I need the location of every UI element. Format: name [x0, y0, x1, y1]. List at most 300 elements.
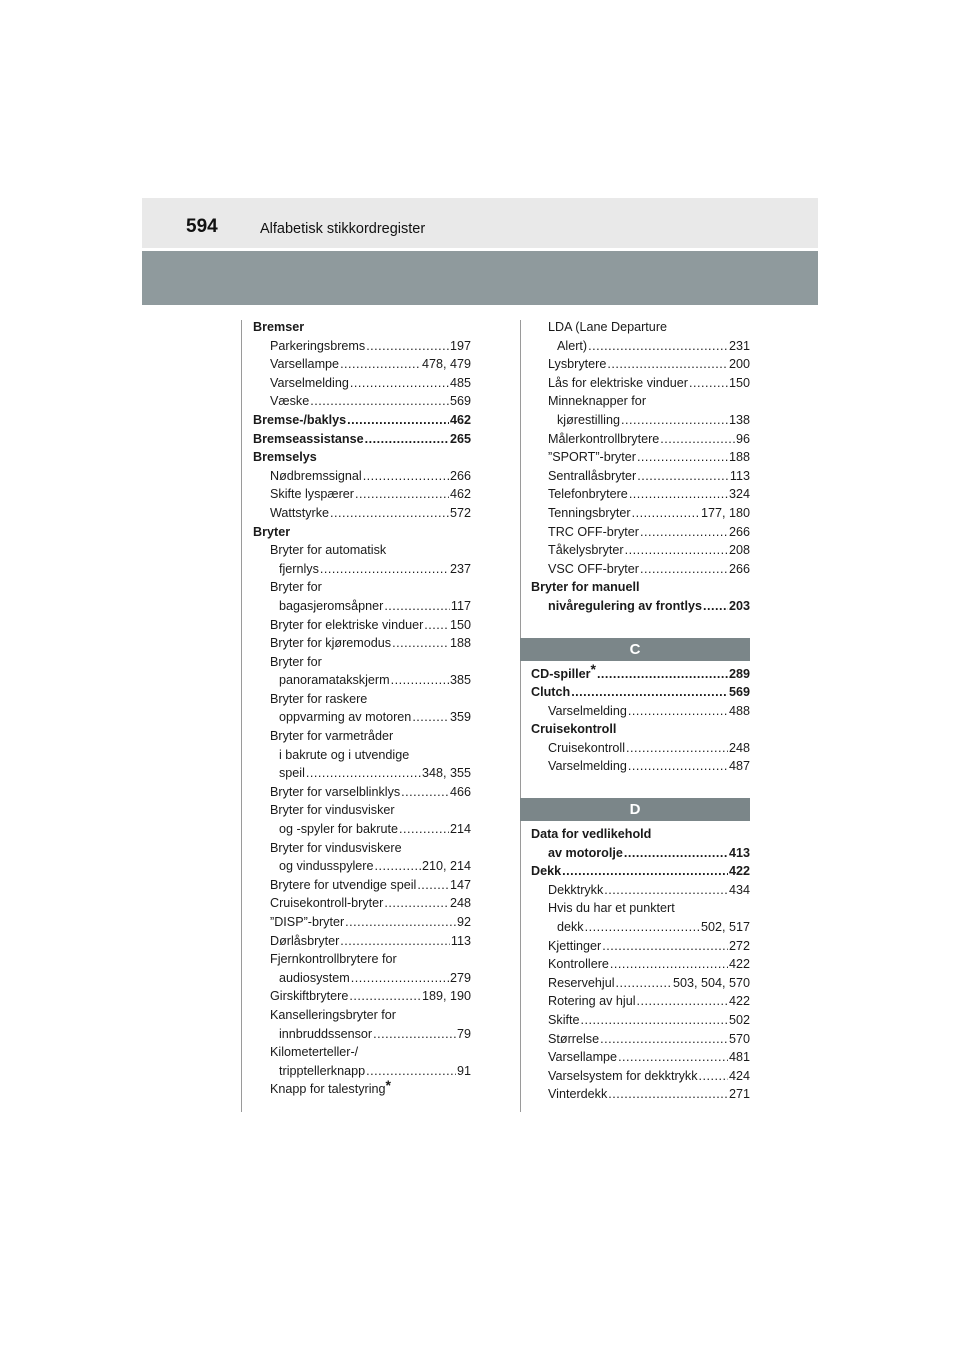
dot-leader	[384, 597, 450, 616]
entry-label-text: Bryter for varselblinklys	[270, 784, 401, 799]
index-entry	[531, 337, 750, 356]
dot-leader	[621, 411, 728, 430]
entry-label	[270, 894, 383, 913]
entry-label-text: oppvarming av motoren	[279, 710, 412, 725]
index-subheading	[253, 839, 471, 858]
entry-label	[270, 634, 391, 653]
index-entry	[531, 862, 750, 881]
dot-leader	[384, 894, 449, 913]
entry-page-number: 502, 517	[700, 920, 750, 935]
entry-label-text: og -spyler for bakrute	[279, 822, 398, 837]
index-subheading	[531, 899, 750, 918]
entry-label	[253, 411, 346, 430]
entry-label	[270, 337, 365, 356]
entry-label-text: Reservehjul	[548, 975, 615, 990]
dot-leader	[629, 485, 728, 504]
entry-label	[557, 918, 584, 937]
index-entry	[253, 857, 471, 876]
dot-leader	[330, 504, 449, 523]
entry-page-number: 348, 355	[421, 766, 471, 781]
index-text: Bryter for automatisk	[270, 543, 387, 558]
entry-label	[270, 783, 400, 802]
dot-leader	[412, 708, 449, 727]
entry-label-text: Varselsystem for dekktrykk	[548, 1068, 698, 1083]
index-text: Bryter for vindusvisker	[270, 803, 395, 818]
entry-label-text: Cruisekontroll-bryter	[270, 896, 384, 911]
index-entry	[531, 1030, 750, 1049]
entry-page-number: 503, 504, 570	[672, 975, 750, 990]
index-entry	[531, 411, 750, 430]
index-entry	[253, 597, 471, 616]
entry-page-number: 487	[728, 759, 750, 774]
index-entry	[531, 1011, 750, 1030]
footnote-star: *	[590, 661, 596, 678]
page-number: 594	[186, 216, 218, 237]
entry-label-text: Vinterdekk	[548, 1087, 608, 1102]
entry-page-number: 266	[728, 561, 750, 576]
entry-label	[548, 430, 659, 449]
index-subheading	[253, 746, 471, 765]
index-subheading	[253, 1077, 471, 1099]
entry-page-number: 422	[728, 864, 750, 879]
entry-label-text: Brytere for utvendige speil	[270, 877, 417, 892]
entry-label-text: av motorolje	[548, 845, 623, 860]
dot-leader	[365, 430, 449, 449]
entry-label	[548, 485, 628, 504]
index-entry	[531, 955, 750, 974]
entry-page-number: 150	[449, 617, 471, 632]
dot-leader	[392, 634, 449, 653]
index-entry	[253, 1062, 471, 1081]
index-subheading	[253, 578, 471, 597]
entry-page-number: 462	[449, 487, 471, 502]
dot-leader	[306, 764, 421, 783]
index-entry	[531, 844, 750, 863]
dot-leader	[581, 1011, 728, 1030]
dot-leader	[310, 392, 449, 411]
entry-label-text: VSC OFF-bryter	[548, 561, 639, 576]
entry-label-text: Lås for elektriske vinduer	[548, 375, 688, 390]
entry-page-number: 138	[728, 412, 750, 427]
entry-label	[548, 992, 636, 1011]
index-entry	[253, 430, 471, 449]
index-entry	[253, 932, 471, 951]
entry-label	[548, 448, 636, 467]
entry-label-text: Størrelse	[548, 1031, 600, 1046]
entry-label-text: ”SPORT”-bryter	[548, 450, 636, 465]
entry-label	[279, 969, 350, 988]
entry-label	[270, 467, 362, 486]
index-entry	[253, 987, 471, 1006]
entry-label-text: Bryter for kjøremodus	[270, 636, 392, 651]
dot-leader	[417, 876, 449, 895]
entry-label	[548, 541, 624, 560]
entry-label	[279, 1062, 365, 1081]
dot-leader	[349, 987, 421, 1006]
entry-label-text: Varselmelding	[270, 375, 349, 390]
index-subheading	[253, 950, 471, 969]
entry-label-text: dekk	[557, 920, 584, 935]
dot-leader	[699, 1067, 728, 1086]
entry-label-text: Sentrallåsbryter	[548, 468, 637, 483]
entry-page-number: 231	[728, 338, 750, 353]
dot-leader	[660, 430, 735, 449]
dot-leader	[399, 820, 449, 839]
dot-leader	[689, 374, 728, 393]
dot-leader	[625, 541, 728, 560]
dot-leader	[366, 1062, 456, 1081]
entry-page-number: 413	[728, 845, 750, 860]
entry-label-text: Varsellampe	[548, 1050, 618, 1065]
entry-page-number: 208	[728, 543, 750, 558]
dot-leader	[363, 467, 449, 486]
entry-label	[548, 955, 609, 974]
dot-leader	[610, 955, 728, 974]
entry-label	[270, 876, 416, 895]
index-entry	[253, 820, 471, 839]
index-entry	[531, 560, 750, 579]
index-subheading	[253, 653, 471, 672]
entry-page-number: 478, 479	[421, 357, 471, 372]
entry-page-number: 502	[728, 1013, 750, 1027]
entry-page-number: 189, 190	[421, 989, 471, 1004]
dot-leader	[424, 616, 449, 635]
index-entry	[531, 541, 750, 560]
index-entry	[531, 683, 750, 702]
entry-page-number: 422	[728, 957, 750, 972]
index-entry	[531, 1085, 750, 1104]
dot-leader	[588, 337, 728, 356]
entry-page-number: 289	[728, 666, 750, 681]
entry-label	[279, 857, 374, 876]
entry-label-text: nivåregulering av frontlys	[548, 598, 702, 613]
index-entry	[253, 783, 471, 802]
index-column-right	[531, 318, 750, 1104]
dot-leader	[347, 411, 449, 430]
index-text: Bryter for	[270, 654, 322, 669]
entry-label	[548, 523, 639, 542]
dot-leader	[340, 355, 421, 374]
entry-label	[279, 820, 398, 839]
entry-page-number: 272	[728, 938, 750, 953]
column-divider-left	[241, 320, 242, 1112]
index-heading: Bremselys	[253, 450, 317, 465]
entry-label-text: Tenningsbryter	[548, 505, 631, 520]
entry-label-text: Dekktrykk	[548, 882, 604, 897]
entry-label-text: Alert)	[557, 338, 588, 353]
index-text: Bryter for vindusviskere	[270, 840, 402, 855]
entry-page-number: 385	[449, 673, 471, 688]
entry-label	[548, 1067, 698, 1086]
entry-page-number: 422	[728, 994, 750, 1009]
index-subheading	[253, 690, 471, 709]
entry-label	[279, 764, 305, 783]
entry-label-text: Wattstyrke	[270, 505, 330, 520]
index-entry	[531, 937, 750, 956]
entry-label-text: Girskiftbrytere	[270, 989, 349, 1004]
index-subheading	[253, 801, 471, 820]
entry-page-number: 147	[449, 877, 471, 892]
dot-leader	[366, 337, 449, 356]
entry-label-text: panoramatakskjerm	[279, 673, 390, 688]
entry-label	[548, 1048, 617, 1067]
entry-page-number: 197	[449, 338, 471, 353]
dot-leader	[703, 597, 728, 616]
index-entry	[531, 702, 750, 721]
entry-page-number: 200	[728, 357, 750, 372]
entry-page-number: 570	[728, 1031, 750, 1046]
index-entry	[531, 992, 750, 1011]
entry-label	[557, 337, 587, 356]
index-entry	[531, 485, 750, 504]
header-top-bar	[142, 198, 818, 248]
entry-label-text: tripptellerknapp	[279, 1063, 366, 1078]
entry-label	[279, 1025, 372, 1044]
dot-leader	[626, 739, 728, 758]
dot-leader	[585, 918, 700, 937]
entry-label-text: Parkeringsbrems	[270, 338, 366, 353]
index-entry	[253, 634, 471, 653]
entry-label	[548, 702, 627, 721]
entry-label-text: speil	[279, 766, 305, 781]
entry-label	[270, 913, 344, 932]
entry-page-number: 113	[450, 933, 471, 948]
entry-label-text: Clutch	[531, 685, 571, 700]
entry-label	[279, 708, 411, 727]
entry-label-text: bagasjeromsåpner	[279, 598, 384, 613]
entry-label	[548, 1085, 607, 1104]
entry-page-number: 266	[449, 468, 471, 483]
index-subheading	[253, 1006, 471, 1025]
index-entry	[531, 918, 750, 937]
index-entry	[253, 969, 471, 988]
dot-leader	[607, 355, 728, 374]
entry-label	[548, 739, 625, 758]
entry-label-text: innbruddssensor	[279, 1026, 373, 1041]
page-title: Alfabetisk stikkordregister	[260, 221, 426, 237]
entry-page-number: 96	[735, 431, 750, 446]
dot-leader	[640, 560, 728, 579]
entry-page-number: 237	[449, 561, 471, 576]
entry-label-text: Skifte lyspærer	[270, 487, 354, 502]
entry-label-text: Kjettinger	[548, 938, 602, 953]
index-entry	[531, 1048, 750, 1067]
entry-label-text: Dekk	[531, 864, 562, 879]
index-text: Hvis du har et punktert	[548, 901, 675, 916]
dot-leader	[600, 1030, 728, 1049]
index-subheading	[531, 392, 750, 411]
dot-leader	[375, 857, 421, 876]
entry-label	[548, 1011, 580, 1030]
dot-leader	[640, 523, 728, 542]
entry-page-number: 79	[456, 1026, 471, 1041]
entry-page-number: 210, 214	[421, 859, 471, 874]
section-letter-bar: C	[520, 638, 750, 661]
entry-page-number: 188	[449, 636, 471, 651]
entry-label-text: Lysbrytere	[548, 357, 607, 372]
entry-page-number: 91	[456, 1063, 471, 1078]
dot-leader	[637, 448, 728, 467]
entry-label	[270, 932, 339, 951]
index-entry	[253, 504, 471, 523]
entry-page-number: 266	[728, 524, 750, 539]
dot-leader	[401, 783, 449, 802]
dot-leader	[604, 881, 728, 900]
entry-label	[548, 1030, 599, 1049]
entry-page-number: 462	[449, 412, 471, 427]
index-column-left	[253, 318, 471, 1099]
index-text: Kanselleringsbryter for	[270, 1007, 396, 1022]
index-entry	[253, 485, 471, 504]
footnote-star: *	[385, 1077, 391, 1094]
index-subheading	[253, 541, 471, 560]
dot-leader	[345, 913, 456, 932]
index-entry	[253, 1025, 471, 1044]
entry-label	[270, 392, 309, 411]
index-entry	[253, 708, 471, 727]
entry-page-number: 265	[449, 431, 471, 446]
entry-page-number: 177, 180	[700, 505, 750, 520]
header-band	[142, 251, 818, 305]
entry-page-number: 359	[449, 710, 471, 725]
entry-label	[531, 683, 570, 702]
entry-page-number: 466	[449, 784, 471, 799]
entry-label	[253, 430, 364, 449]
index-entry	[253, 467, 471, 486]
entry-label	[270, 504, 329, 523]
entry-label	[548, 355, 606, 374]
index-heading: Bremser	[253, 320, 305, 334]
entry-label-text: TRC OFF-bryter	[548, 524, 639, 539]
entry-label	[531, 661, 596, 684]
entry-label-text: Varselmelding	[548, 703, 627, 718]
entry-label-text: audiosystem	[279, 970, 350, 985]
entry-label	[270, 355, 339, 374]
dot-leader	[340, 932, 450, 951]
index-text: Bryter for	[270, 580, 322, 595]
entry-page-number: 150	[728, 375, 750, 390]
index-entry	[253, 411, 471, 430]
entry-label-text: ”DISP”-bryter	[270, 915, 345, 929]
dot-leader	[632, 504, 700, 523]
entry-page-number: 214	[449, 822, 471, 837]
dot-leader	[628, 702, 728, 721]
entry-label	[548, 974, 615, 993]
index-entry	[531, 739, 750, 758]
index-entry	[531, 430, 750, 449]
entry-page-number: 117	[450, 598, 471, 613]
entry-label-text: Varselmelding	[548, 759, 627, 774]
index-heading: Data for vedlikehold	[531, 827, 652, 842]
dot-leader	[391, 671, 449, 690]
entry-label	[279, 671, 390, 690]
entry-label	[548, 467, 636, 486]
index-entry	[531, 355, 750, 374]
entry-page-number: 424	[728, 1068, 750, 1083]
index-entry	[531, 374, 750, 393]
entry-label-text: Væske	[270, 394, 310, 409]
entry-label-text: fjernlys	[279, 561, 319, 576]
entry-page-number: 203	[728, 598, 750, 613]
entry-label-text: Skifte	[548, 1013, 580, 1027]
dot-leader	[618, 1048, 728, 1067]
index-entry	[531, 1067, 750, 1086]
entry-page-number: 572	[449, 505, 471, 520]
entry-page-number: 485	[449, 375, 471, 390]
dot-leader	[373, 1025, 456, 1044]
dot-leader	[624, 844, 728, 863]
index-subheading	[531, 318, 750, 337]
index-entry	[531, 974, 750, 993]
entry-page-number: 324	[728, 487, 750, 502]
section-spacer	[531, 776, 750, 798]
index-subheading	[253, 1043, 471, 1062]
index-entry	[253, 876, 471, 895]
dot-leader	[320, 560, 449, 579]
entry-page-number: 92	[456, 915, 471, 929]
index-entry	[531, 467, 750, 486]
entry-page-number: 569	[449, 394, 471, 409]
entry-label-text: Kontrollere	[548, 957, 609, 972]
index-entry	[253, 337, 471, 356]
index-entry	[253, 764, 471, 783]
entry-label-text: Nødbremssignal	[270, 468, 362, 483]
index-text: Fjernkontrollbrytere for	[270, 952, 397, 967]
section-spacer	[531, 616, 750, 638]
index-text: Knapp for talestyring	[270, 1082, 386, 1097]
index-entry	[531, 523, 750, 542]
entry-label	[548, 597, 702, 616]
dot-leader	[597, 665, 728, 684]
entry-label-text: Dørlåsbryter	[270, 933, 340, 948]
dot-leader	[562, 862, 728, 881]
entry-label	[270, 374, 349, 393]
entry-label-text: CD-spiller	[531, 666, 591, 681]
index-text: i bakrute og i utvendige	[279, 747, 410, 762]
index-entry	[253, 616, 471, 635]
index-entry	[253, 913, 471, 932]
section-letter-bar: D	[520, 798, 750, 821]
entry-page-number: 481	[728, 1050, 750, 1065]
index-text: Bryter for raskere	[270, 691, 368, 706]
index-text: Kilometerteller-/	[270, 1045, 359, 1060]
index-entry	[531, 661, 750, 684]
entry-label	[548, 937, 601, 956]
entry-label-text: kjørestilling	[557, 412, 620, 427]
entry-label	[548, 757, 627, 776]
entry-page-number: 113	[729, 468, 750, 483]
entry-label-text: Bremseassistanse	[253, 431, 364, 446]
index-heading: Cruisekontroll	[531, 722, 617, 737]
entry-page-number: 488	[728, 703, 750, 718]
index-text: Minneknapper for	[548, 394, 647, 409]
entry-label	[548, 844, 623, 863]
index-entry	[253, 560, 471, 579]
entry-label	[270, 987, 348, 1006]
entry-label-text: Bryter for elektriske vinduer	[270, 617, 424, 632]
entry-label-text: Bremse-/baklys	[253, 412, 347, 427]
entry-label-text: Målerkontrollbrytere	[548, 431, 660, 446]
entry-label	[270, 616, 423, 635]
entry-label	[548, 881, 603, 900]
entry-label	[270, 485, 354, 504]
dot-leader	[616, 974, 672, 993]
dot-leader	[571, 683, 728, 702]
entry-label-text: Varsellampe	[270, 357, 340, 372]
entry-label	[279, 560, 319, 579]
entry-page-number: 271	[728, 1087, 750, 1102]
dot-leader	[637, 467, 729, 486]
